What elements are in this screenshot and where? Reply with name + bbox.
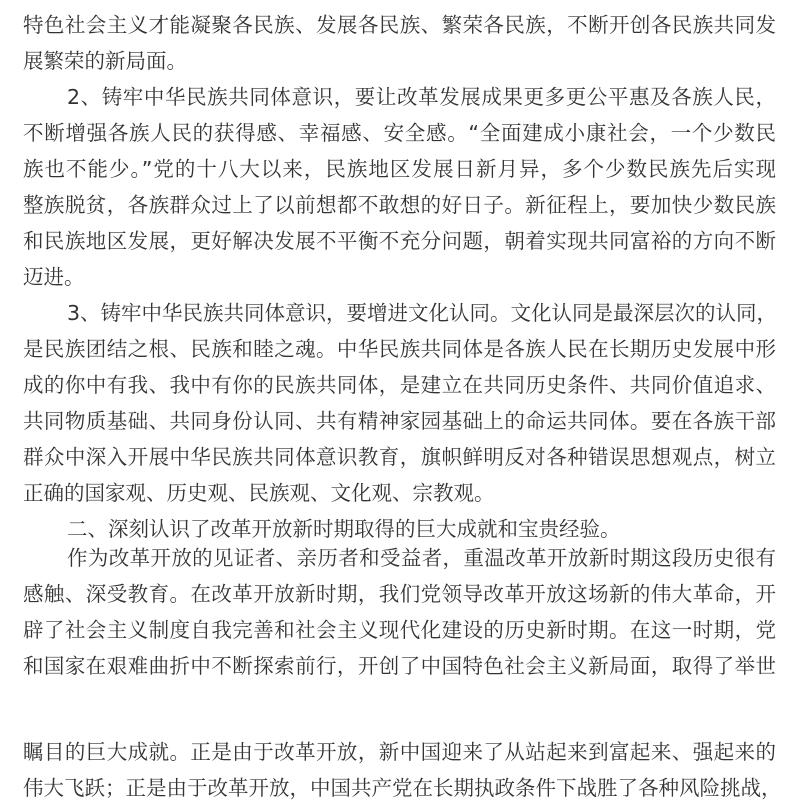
text-line: 辟了社会主义制度自我完善和社会主义现代化建设的历史新时期。在这一时期，党	[23, 618, 776, 642]
text-line: 成的你中有我、我中有你的民族共同体，是建立在共同历史条件、共同价值追求、	[23, 373, 776, 397]
section-heading: 二、深刻认识了改革开放新时期取得的巨大成就和宝贵经验。	[67, 517, 621, 541]
text-line: 共同物质基础、共同身份认同、共有精神家园基础上的命运共同体。要在各族干部	[23, 409, 776, 433]
text-line: 整族脱贫，各族群众过上了以前想都不敢想的好日子。新征程上，要加快少数民族	[23, 193, 776, 217]
text-line: 特色社会主义才能凝聚各民族、发展各民族、繁荣各民族，不断开创各民族共同发	[23, 13, 776, 37]
text-line: 迈进。	[23, 265, 85, 289]
text-line: 和民族地区发展，更好解决发展不平衡不充分问题，朝着实现共同富裕的方向不断	[23, 229, 776, 253]
text-line: 伟大飞跃；正是由于改革开放，中国共产党在长期执政条件下战胜了各种风险挑战，	[23, 776, 782, 800]
text-line: 感触、深受教育。在改革开放新时期，我们党领导改革开放这场新的伟大革命，开	[23, 582, 776, 606]
text-line: 是民族团结之根、民族和睦之魂。中华民族共同体是各族人民在长期历史发展中形	[23, 337, 776, 361]
text-line: 和国家在艰难曲折中不断探索前行，开创了中国特色社会主义新局面，取得了举世	[23, 654, 776, 678]
paragraph-start-line: 3、铸牢中华民族共同体意识，要增进文化认同。文化认同是最深层次的认同，	[67, 301, 778, 325]
text-line: 族也不能少。”党的十八大以来，民族地区发展日新月异，多个少数民族先后实现	[23, 157, 776, 181]
text-line: 瞩目的巨大成就。正是由于改革开放，新中国迎来了从站起来到富起来、强起来的	[23, 740, 776, 764]
text-line: 展繁荣的新局面。	[23, 49, 187, 73]
paragraph-start-line: 作为改革开放的见证者、亲历者和受益者，重温改革开放新时期这段历史很有	[67, 546, 776, 570]
text-line: 正确的国家观、历史观、民族观、文化观、宗教观。	[23, 481, 495, 505]
paragraph-start-line: 2、铸牢中华民族共同体意识，要让改革发展成果更多更公平惠及各族人民，	[67, 85, 776, 109]
text-line: 群众中深入开展中华民族共同体意识教育，旗帜鲜明反对各种错误思想观点，树立	[23, 445, 776, 469]
text-line: 不断增强各族人民的获得感、幸福感、安全感。“全面建成小康社会，一个少数民	[23, 121, 776, 145]
